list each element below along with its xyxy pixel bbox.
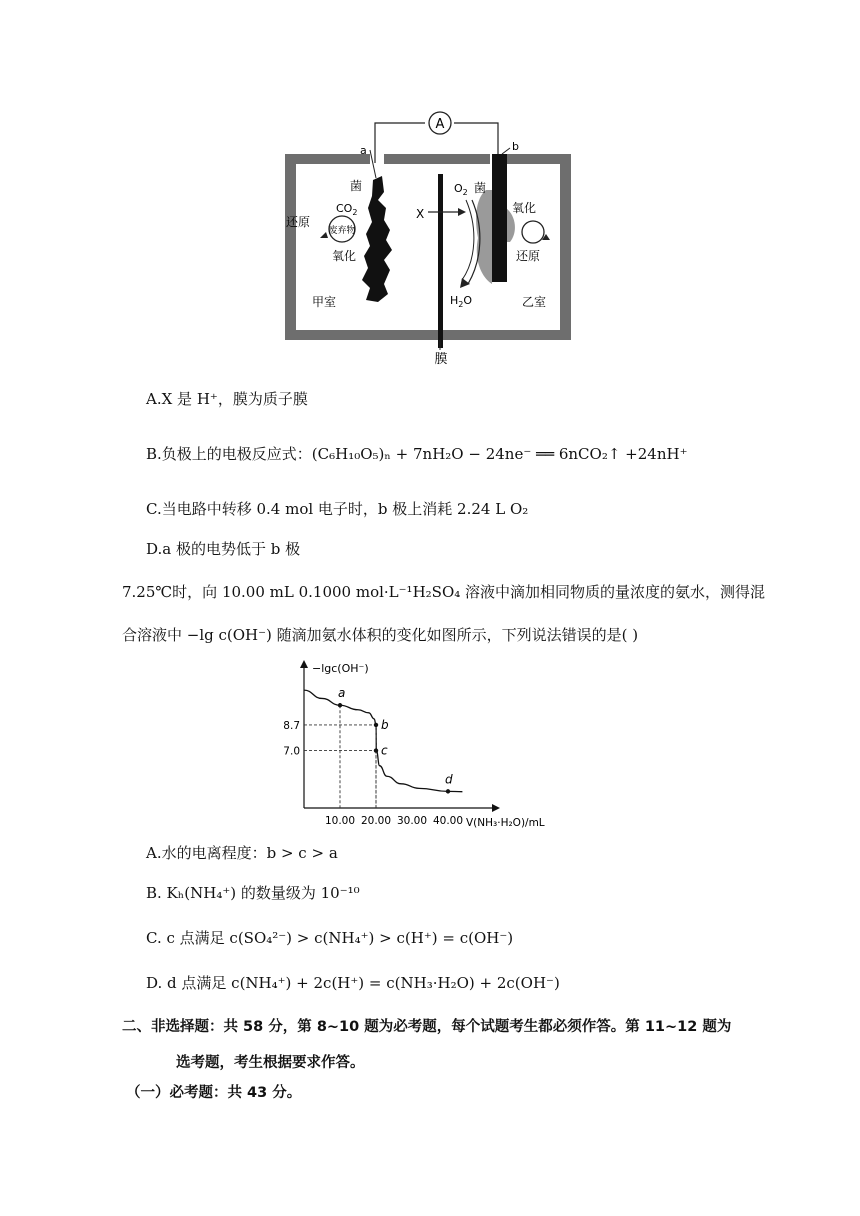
membrane-label: 膜 <box>434 352 448 367</box>
required-section-label: （一）必考题：共 43 分。 <box>126 1085 302 1101</box>
x-tick-label: 30.00 <box>396 815 428 827</box>
lid-segment <box>384 154 490 164</box>
membrane <box>438 174 443 348</box>
x-tick-label: 20.00 <box>360 815 392 827</box>
fuel-cell-diagram <box>280 108 580 370</box>
y-axis-arrow <box>300 660 308 668</box>
electrode-a <box>362 176 392 302</box>
x-tick-label: 10.00 <box>324 815 356 827</box>
q6-option-a: A.X 是 H⁺，膜为质子膜 <box>146 390 308 408</box>
room-right-label: 乙室 <box>522 295 547 309</box>
electrode-b-label: b <box>512 140 519 153</box>
electrode-a-label: a <box>360 144 367 157</box>
q6-option-d: D.a 极的电势低于 b 极 <box>146 540 301 558</box>
y-tick-label: 8.7 <box>283 719 300 732</box>
h2o-label: $H_2O$ <box>450 294 473 309</box>
room-left-label: 甲室 <box>312 295 337 309</box>
q7-stem-line2: 合溶液中 −lg c(OH⁻) 随滴加氨水体积的变化如图所示，下列说法错误的是( ) <box>122 626 639 644</box>
data-point-label: d <box>445 772 453 787</box>
q7-option-b: B. Kₕ(NH₄⁺) 的数量级为 10⁻¹⁰ <box>146 884 360 902</box>
y-axis-label: −lgc(OH⁻) <box>312 662 369 675</box>
ammeter-label: A <box>435 117 445 132</box>
q7-option-c: C. c 点满足 c(SO₄²⁻) > c(NH₄⁺) > c(H⁺) = c(OH⁻) <box>146 929 514 947</box>
data-point-label: a <box>338 686 346 701</box>
arrowhead <box>460 278 470 288</box>
arrowhead <box>320 232 328 238</box>
bacteria-left-label: 菌 <box>350 179 363 193</box>
data-point-label: c <box>381 743 388 758</box>
q7-option-a: A.水的电离程度：b > c > a <box>146 844 338 862</box>
oxidation-left-label: 氧化 <box>332 249 357 263</box>
q7-stem-line1: 7.25℃时，向 10.00 mL 0.1000 mol·L⁻¹H₂SO₄ 溶液中滴加相同物质的量浓度的氨水，测得混 <box>122 583 766 601</box>
cycle-arrow-icon <box>522 221 544 243</box>
q6-option-b-prefix: B.负极上的电极反应式： <box>146 445 312 463</box>
data-point-c <box>374 748 378 752</box>
reduction-left-label: 还原 <box>286 215 311 229</box>
x-tick-label: 40.00 <box>432 815 464 827</box>
waste-label: 废弃物 <box>328 226 356 236</box>
o2-label: $O_2$ <box>454 182 468 197</box>
data-point-b <box>374 723 378 727</box>
data-point-d <box>446 789 450 793</box>
data-point-a <box>338 703 342 707</box>
reduction-right-label: 还原 <box>516 249 541 263</box>
biofilm <box>476 190 494 284</box>
co2-label: $CO_2$ <box>336 202 358 217</box>
section-title-line1: 二、非选择题：共 58 分，第 8~10 题为必考题，每个试题考生都必须作答。第 11~12 题为 <box>122 1019 732 1035</box>
q6-option-c: C.当电路中转移 0.4 mol 电子时，b 极上消耗 2.24 L O₂ <box>146 500 529 518</box>
y-tick-label: 7.0 <box>283 745 300 758</box>
x-axis-label: V(NH₃·H₂O)/mL <box>466 817 545 829</box>
electrode-b-lead <box>502 148 510 154</box>
cell-container <box>285 154 571 340</box>
q6-option-b <box>146 444 688 464</box>
x-axis-arrow <box>492 804 500 812</box>
section-title-line2: 选考题，考生根据要求作答。 <box>176 1055 365 1071</box>
ion-x-label: X <box>416 207 425 221</box>
q7-option-d: D. d 点满足 c(NH₄⁺) + 2c(H⁺) = c(NH₃·H₂O) + 2c(OH⁻) <box>146 974 560 992</box>
data-point-label: b <box>381 717 389 732</box>
arrowhead <box>458 208 466 216</box>
q6-option-b-formula: (C₆H₁₀O₅)ₙ + 7nH₂O − 24ne⁻ ══ 6nCO₂↑ +24nH⁺ <box>311 445 688 463</box>
electrode-b <box>492 154 507 282</box>
bacteria-right-label: 菌 <box>474 181 487 195</box>
titration-curve <box>304 690 462 792</box>
titration-chart <box>276 658 576 830</box>
oxidation-right-label: 氧化 <box>512 201 537 215</box>
